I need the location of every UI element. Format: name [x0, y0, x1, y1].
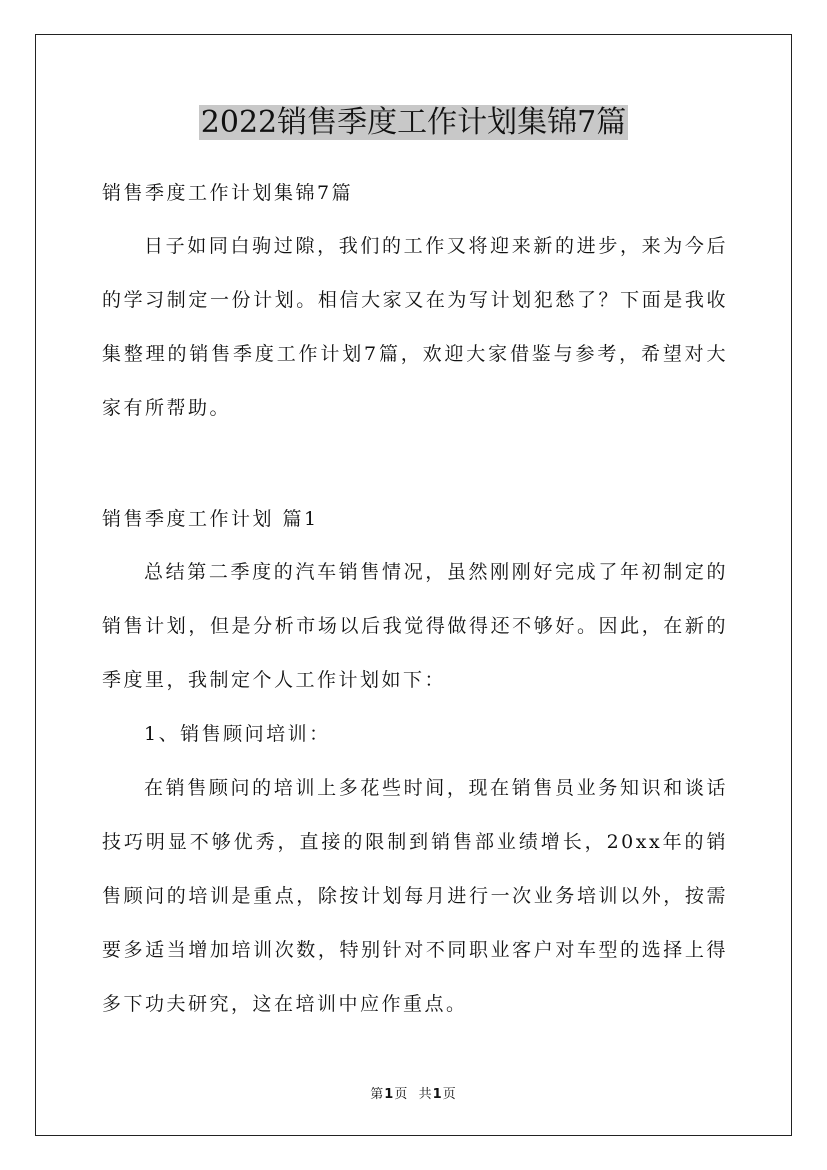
intro-paragraph: 日子如同白驹过隙，我们的工作又将迎来新的进步，来为今后的学习制定一份计划。相信大家又在为写计划犯愁了？下面是我收集整理的销售季度工作计划7篇，欢迎大家借鉴与参考，希望对大家有所帮助。 — [102, 235, 728, 419]
section-1-heading: 销售季度工作计划 篇1 — [102, 508, 319, 530]
document-subtitle: 销售季度工作计划集锦7篇 — [102, 182, 354, 204]
footer-page-suffix: 页 — [394, 1087, 409, 1102]
footer-total-suffix: 页 — [442, 1087, 457, 1102]
footer-page-prefix: 第 — [370, 1087, 385, 1102]
footer-page-number: 1 — [384, 1087, 395, 1102]
document-title-text: 2022销售季度工作计划集锦7篇 — [200, 105, 627, 140]
section-1-list-item-1: 1、销售顾问培训： — [144, 723, 331, 745]
footer-total-number: 1 — [432, 1087, 443, 1102]
footer-total-prefix: 共 — [418, 1087, 433, 1102]
section-1-paragraph-2: 在销售顾问的培训上多花些时间，现在销售员业务知识和谈话技巧明显不够优秀，直接的限制到销售部业绩增长，20xx年的销售顾问的培训是重点，除按计划每月进行一次业务培训以外，按需要多适当增加培训次数，特别针对不同职业客户对车型的选择上得多下功夫研究，这在培训中应作重点。 — [102, 777, 728, 1015]
page-footer — [0, 1083, 827, 1102]
section-1-paragraph-1: 总结第二季度的汽车销售情况，虽然刚刚好完成了年初制定的销售计划，但是分析市场以后我觉得做得还不够好。因此，在新的季度里，我制定个人工作计划如下： — [102, 561, 728, 691]
document-title — [0, 103, 827, 143]
